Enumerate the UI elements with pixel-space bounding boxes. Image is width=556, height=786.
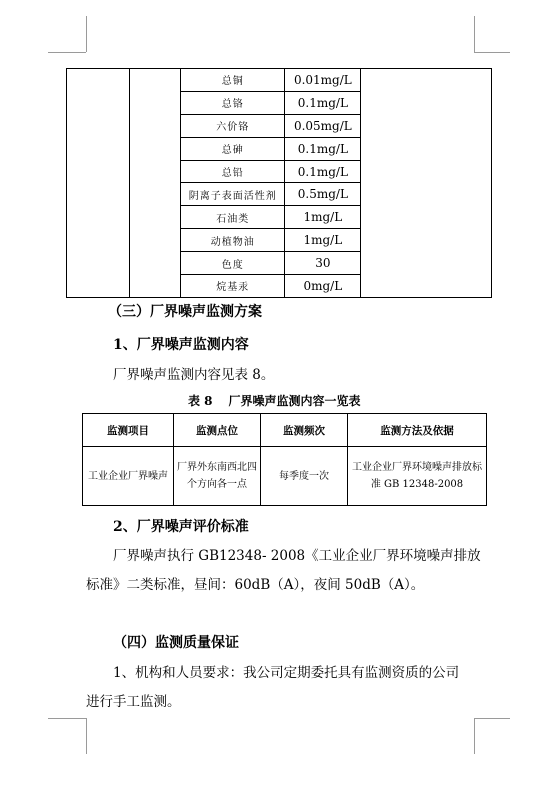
parameter-name: 总铜 [181, 69, 285, 92]
header-cell: 监测频次 [261, 414, 348, 447]
parameter-limit: 0.5mg/L [285, 183, 361, 206]
subheading-noise-content: 1、厂界噪声监测内容 [113, 337, 249, 353]
parameter-limit: 0mg/L [285, 275, 361, 298]
parameter-name: 六价铬 [181, 114, 285, 137]
crop-mark [86, 718, 87, 754]
parameter-name: 总铅 [181, 160, 285, 183]
merged-cell [129, 69, 180, 298]
crop-mark [474, 16, 475, 52]
paragraph-noise-standard-line1: 厂界噪声执行 GB12348- 2008《工业企业厂界环境噪声排放 [113, 548, 481, 564]
parameter-limit: 1mg/L [285, 229, 361, 252]
parameter-name: 动植物油 [181, 229, 285, 252]
paragraph-noise-content: 厂界噪声监测内容见表 8。 [113, 367, 275, 383]
crop-mark [474, 718, 475, 754]
parameter-name: 烷基汞 [181, 275, 285, 298]
parameter-limit: 0.01mg/L [285, 69, 361, 92]
crop-mark [474, 52, 510, 53]
paragraph-noise-standard-line2: 标准》二类标准，昼间：60dB（A），夜间 50dB（A）。 [86, 577, 425, 593]
header-cell: 监测方法及依据 [348, 414, 487, 447]
subheading-noise-standard: 2、厂界噪声评价标准 [113, 519, 249, 535]
crop-mark [86, 16, 87, 52]
table-row [83, 447, 487, 506]
pollutant-limits-body [67, 69, 492, 298]
section-heading-qa: （四）监测质量保证 [113, 635, 239, 651]
table-cell: 工业企业厂界噪声 [83, 447, 174, 506]
paragraph-qa-line2: 进行手工监测。 [86, 694, 181, 710]
table-caption [188, 392, 361, 409]
header-cell: 监测项目 [83, 414, 174, 447]
table-cell: 厂界外东南西北四个方向各一点 [174, 447, 261, 506]
crop-mark [474, 718, 510, 719]
crop-mark [48, 718, 86, 719]
caption-label: 表 8 [188, 394, 213, 408]
parameter-name: 色度 [181, 252, 285, 275]
parameter-name: 阴离子表面活性剂 [181, 183, 285, 206]
parameter-name: 总铬 [181, 91, 285, 114]
paragraph-qa-line1: 1、机构和人员要求：我公司定期委托具有监测资质的公司 [113, 665, 460, 681]
table-row [67, 69, 492, 92]
parameter-limit: 0.1mg/L [285, 91, 361, 114]
parameter-limit: 0.1mg/L [285, 160, 361, 183]
parameter-limit: 30 [285, 252, 361, 275]
table-header-row [83, 414, 487, 447]
merged-cell [67, 69, 130, 298]
section-heading-noise: （三）厂界噪声监测方案 [108, 304, 262, 320]
crop-mark [48, 52, 86, 53]
noise-monitoring-table [82, 413, 487, 506]
header-cell: 监测点位 [174, 414, 261, 447]
table-cell: 每季度一次 [261, 447, 348, 506]
caption-title: 厂界噪声监测内容一览表 [228, 394, 361, 408]
parameter-limit: 1mg/L [285, 206, 361, 229]
merged-cell [361, 69, 492, 298]
parameter-name: 总砷 [181, 137, 285, 160]
pollutant-limits-table [66, 68, 492, 298]
parameter-name: 石油类 [181, 206, 285, 229]
parameter-limit: 0.05mg/L [285, 114, 361, 137]
parameter-limit: 0.1mg/L [285, 137, 361, 160]
table-cell: 工业企业厂界环境噪声排放标准 GB 12348-2008 [348, 447, 487, 506]
